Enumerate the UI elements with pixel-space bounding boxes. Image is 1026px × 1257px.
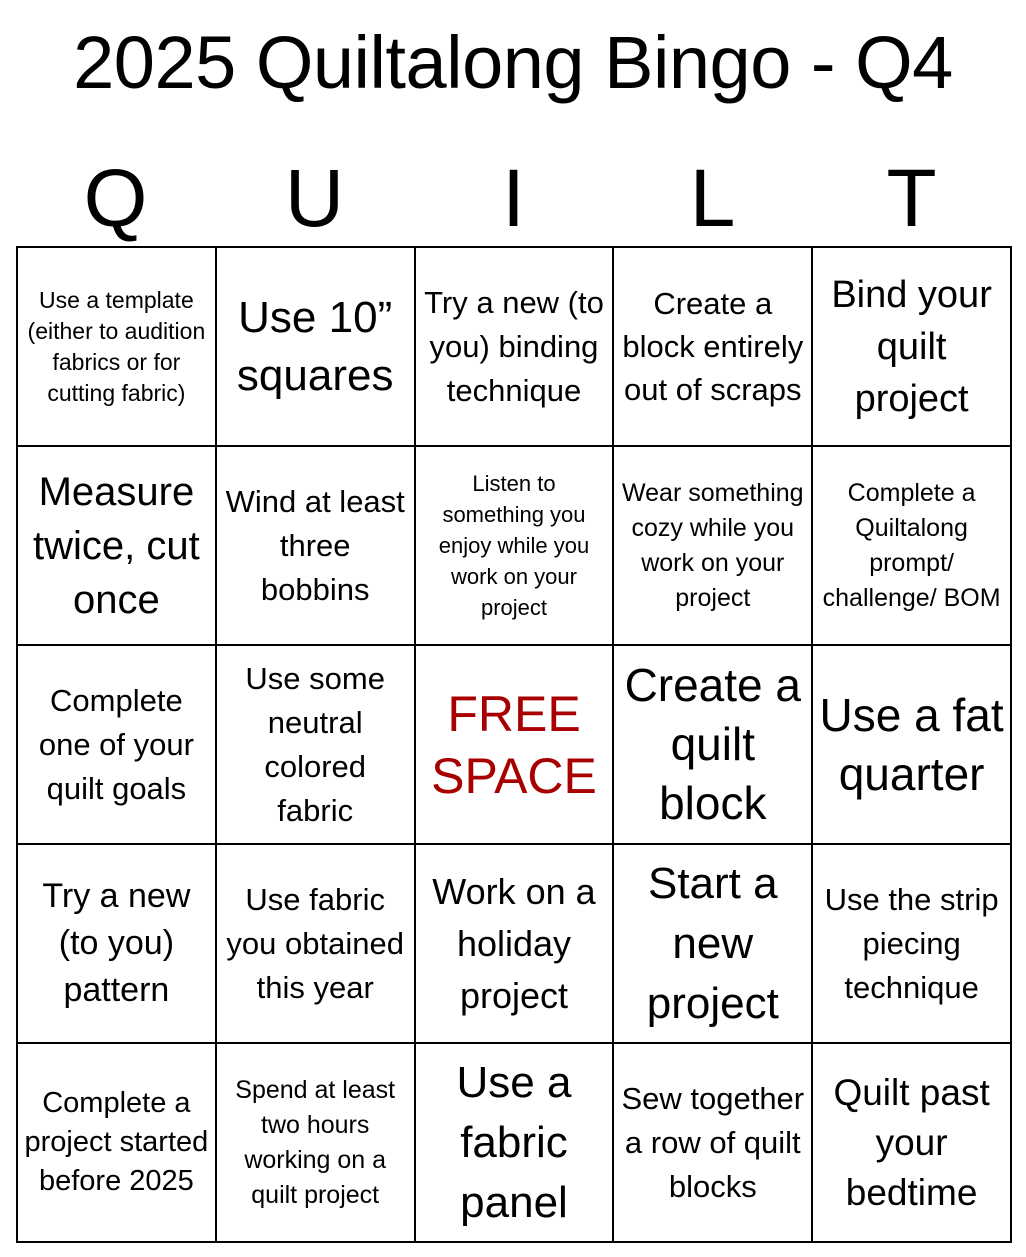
bingo-cell-text: Listen to something you enjoy while you work on your project <box>438 471 590 620</box>
bingo-cell-text: Use a fat quarter <box>819 688 1004 800</box>
bingo-cell-text: Start a new project <box>646 858 779 1028</box>
bingo-cell-text: Use some neutral colored fabric <box>245 660 385 828</box>
bingo-cell-text: Complete a project started before 2025 <box>24 1087 209 1197</box>
column-letter-i: I <box>502 153 525 244</box>
bingo-cell[interactable] <box>614 845 813 1044</box>
bingo-cell[interactable] <box>813 248 1012 447</box>
bingo-cell[interactable] <box>18 1044 217 1243</box>
bingo-cell-text: Create a block entirely out of scraps <box>622 286 804 407</box>
bingo-cell-text: Quilt past your bedtime <box>833 1071 990 1213</box>
bingo-cell[interactable] <box>217 447 416 646</box>
free-space-cell[interactable] <box>416 646 615 845</box>
page-title: 2025 Quiltalong Bingo - Q4 <box>73 21 953 104</box>
bingo-cell[interactable] <box>217 845 416 1044</box>
bingo-cell-text: Try a new (to you) pattern <box>42 877 191 1009</box>
free-space-text: FREE SPACE <box>431 685 597 804</box>
bingo-cell[interactable] <box>18 845 217 1044</box>
bingo-cell[interactable] <box>18 646 217 845</box>
bingo-cell[interactable] <box>416 447 615 646</box>
bingo-cell-text: Try a new (to you) binding technique <box>424 284 604 408</box>
column-letter-t: T <box>886 153 937 244</box>
column-letter-l: L <box>689 153 736 244</box>
bingo-cell[interactable] <box>813 646 1012 845</box>
column-letter-q: Q <box>83 153 148 244</box>
bingo-cell-text: Sew together a row of quilt blocks <box>621 1080 805 1204</box>
bingo-cell-text: Measure twice, cut once <box>33 469 200 622</box>
column-letter-u: U <box>284 153 345 244</box>
bingo-cell[interactable] <box>217 248 416 447</box>
bingo-cell[interactable] <box>416 845 615 1044</box>
bingo-cell-text: Wind at least three bobbins <box>225 483 405 607</box>
bingo-cell-text: Complete one of your quilt goals <box>38 682 194 806</box>
bingo-grid <box>16 246 1012 1243</box>
bingo-cell-text: Use a template (either to audition fabrics or for cutting fabric) <box>27 286 206 406</box>
bingo-cell[interactable] <box>416 248 615 447</box>
bingo-cell-text: Create a quilt block <box>624 659 801 829</box>
bingo-cell-text: Wear something cozy while you work on your project <box>622 478 804 612</box>
bingo-cell[interactable] <box>217 646 416 845</box>
column-header-row <box>16 154 1012 244</box>
bingo-cell[interactable] <box>813 1044 1012 1243</box>
bingo-cell-text: Spend at least two hours working on a quilt project <box>235 1075 396 1209</box>
bingo-cell[interactable] <box>217 1044 416 1243</box>
bingo-cell-text: Use a fabric panel <box>456 1057 572 1227</box>
bingo-cell[interactable] <box>614 646 813 845</box>
bingo-cell[interactable] <box>18 447 217 646</box>
bingo-cell[interactable] <box>813 845 1012 1044</box>
bingo-cell-text: Bind your quilt project <box>831 273 992 420</box>
bingo-cell-text: Use fabric you obtained this year <box>226 881 404 1005</box>
bingo-cell[interactable] <box>614 248 813 447</box>
bingo-cell-text: Work on a holiday project <box>432 870 596 1016</box>
bingo-cell-text: Use 10” squares <box>236 292 394 400</box>
bingo-cell[interactable] <box>416 1044 615 1243</box>
bingo-cell-text: Use the strip piecing technique <box>824 881 999 1005</box>
bingo-cell-text: Complete a Quiltalong prompt/ challenge/ BOM <box>822 478 1001 612</box>
bingo-cell[interactable] <box>614 1044 813 1243</box>
bingo-cell[interactable] <box>813 447 1012 646</box>
bingo-cell[interactable] <box>18 248 217 447</box>
bingo-cell[interactable] <box>614 447 813 646</box>
